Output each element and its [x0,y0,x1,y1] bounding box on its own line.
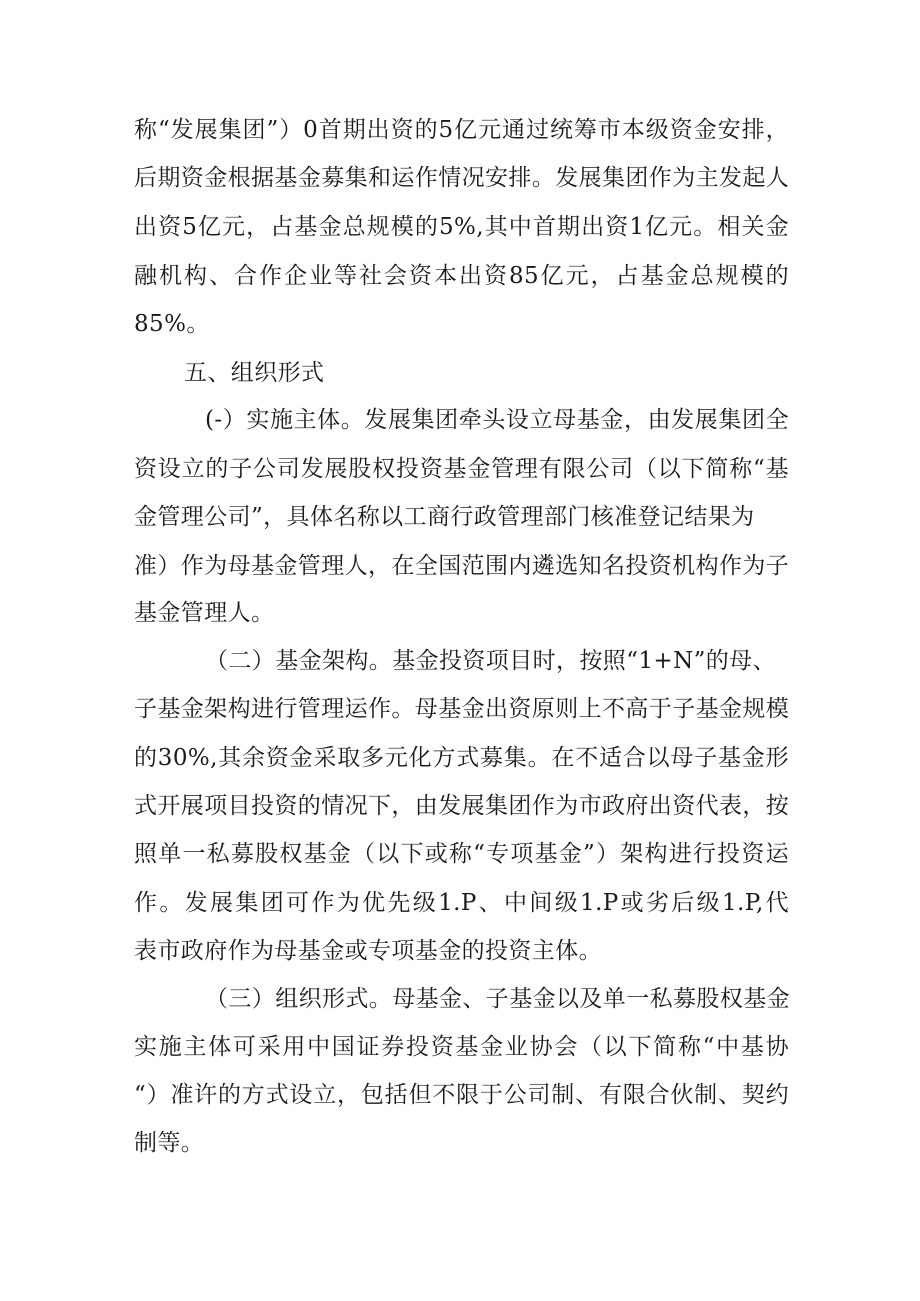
section-heading: 五、组织形式 [184,360,325,386]
text-line: 子基金架构进行管理运作。母基金出资原则上不高于子基金规模 [134,696,790,722]
text-line: (-）实施主体。发展集团牵头设立母基金，由发展集团全 [205,407,789,433]
text-line: 金管理公司”，具体名称以工商行政管理部门核准登记结果为 [134,504,755,530]
text-line: 后期资金根据基金募集和运作情况安排。发展集团作为主发起人 [134,165,790,191]
text-line: 资设立的子公司发展股权投资基金管理有限公司（以下简称“基 [134,456,789,482]
text-line: 照单一私募股权基金（以下或称“专项基金”）架构进行投资运 [134,841,789,867]
text-line: 基金管理人。 [134,600,275,626]
text-line: 作。发展集团可作为优先级1.P、中间级1.P或劣后级1.P,代 [134,890,789,916]
text-line: 准）作为母基金管理人，在全国范围内遴选知名投资机构作为子 [134,553,790,579]
text-line: 实施主体可采用中国证券投资基金业协会（以下简称“中基协 [134,1034,789,1060]
text-line: 制等。 [134,1130,205,1156]
text-line: 式开展项目投资的情况下，由发展集团作为市政府出资代表，按 [134,793,790,819]
text-line: 融机构、合作企业等社会资本出资85亿元，占基金总规模的 [134,263,789,289]
text-line: 的30%,其余资金采取多元化方式募集。在不适合以母子基金形 [134,745,789,771]
text-line: 出资5亿元，占基金总规模的5%,其中首期出资1亿元。相关金 [134,214,789,240]
text-line: （三）组织形式。母基金、子基金以及单一私募股权基金 [205,986,790,1012]
text-line: “）准许的方式设立，包括但不限于公司制、有限合伙制、契约 [134,1082,789,1108]
text-line: 称“发展集团”）0首期出资的5亿元通过统筹市本级资金安排， [134,117,789,143]
text-line: 85%。 [134,311,210,337]
text-line: 表市政府作为母基金或专项基金的投资主体。 [134,938,602,964]
text-line: （二）基金架构。基金投资项目时，按照“1+N”的母、 [205,648,776,674]
